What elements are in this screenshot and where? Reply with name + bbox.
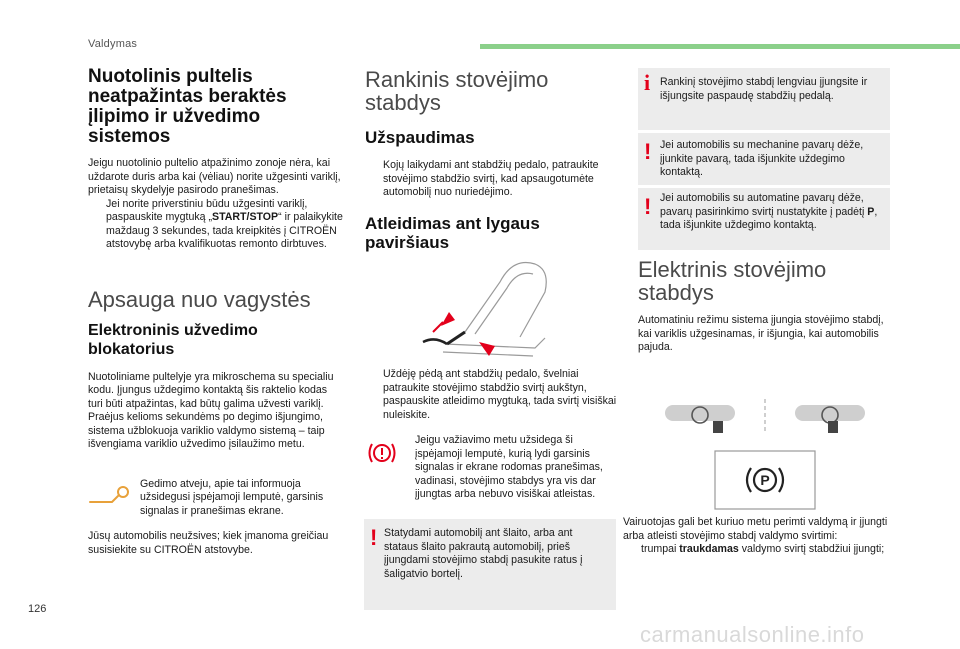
driver-control-block [623,516,888,557]
bullet-force-stop: Jei norite priverstiniu būdu užgesinti variklį, paspauskite mygtuką „START/STOP“ ir palaikykite maždaug 3 sekundes, tada kreipkitės į CITROËN atstovybę arba kvalifikuotas remonto dirbtuves. [106,197,343,250]
info-note-box: i Rankinį stovėjimo stabdį lengviau įjungsite ir išjungsite paspaudę stabdžių pedalą. [638,68,890,130]
driver-control-paragraph: Vairuotojas gali bet kuriuo metu perimti valdymą ir įjungti arba atleisti stovėjimo stabdį valdymo svirtimi: [623,516,888,542]
exclamation-icon: ! [644,194,652,219]
info-icon: i [644,70,651,95]
section-label: Valdymas [88,38,138,50]
electric-brake-heading: Elektrinis stovėjimo stabdys [638,257,827,305]
tighten-heading: Užspaudimas [365,128,475,147]
release-heading: Atleidimas ant lygaus paviršiaus [365,213,540,252]
parking-brake-symbol [715,451,815,509]
theft-heading: Apsauga nuo vagystės [88,286,311,312]
column-2 [365,68,617,252]
hand-brake-illustration [405,252,565,360]
keyless-heading: Nuotolinis pultelis neatpažintas beraktės įlipimo ir užvedimo sistemos [88,66,287,147]
immobiliser-paragraph-1: Nuotoliniame pultelyje yra mikroschema su specialiu kodu. Įjungus uždegimo kontaktą šis raktelio kodas turi būti atpažintas, kad būtų galima užvesti variklį. [88,370,334,410]
parking-warning-icon [367,440,397,466]
automatic-gearbox-box: ! Jei automobilis su automatine pavarų dėže, pavarų pasirinkimo svirtį nustatykite į padėtį P, tada išjunkite uždegimo kontaktą. [638,188,890,250]
column-1 [88,67,343,557]
manual-gearbox-box: ! Jei automobilis su mechanine pavarų dėže, įjunkite pavarą, tada išjunkite uždegimo kontaktą. [638,133,890,185]
slope-note-box: ! Statydami automobilį ant šlaito, arba ant stataus šlaito pakrautą automobilį, prieš įjungdami stovėjimo stabdį pasukite ratus į šaligatvio bortelį. [364,519,616,610]
immobiliser-heading: Elektroninis užvedimo blokatorius [88,321,258,358]
page-number: 126 [28,603,47,615]
key-warning-icon [88,484,132,506]
electric-brake-paragraph: Automatiniu režimu sistema įjungia stovėjimo stabdį, kai variklis užgesinamas, ir išjungia, kai automobilis pajuda. [638,314,884,353]
bullet-release: Uždėję pėdą ant stabdžių pedalo, švelniai patraukite stovėjimo stabdžio svirtį aukštyn, paspauskite atleidimo mygtuką, tada svirtį visiškai nuleiskite. [383,368,617,421]
electric-brake-block [638,258,890,355]
key-note: Gedimo atveju, apie tai informuoja užsidegusi įspėjamoji lemputė, garsinis signalas ir pranešimas ekrane. [88,478,343,519]
bullet-pull-lever: trumpai traukdamas valdymo svirtį stabdžiui įjungti; [641,543,885,555]
bullet-tighten: Kojų laikydami ant stabdžių pedalo, patraukite stovėjimo stabdžio svirtį, kad apsaugotumėte automobilį nuo nuriedėjimo. [383,159,599,198]
parking-brake-icon [737,462,793,498]
exclamation-icon: ! [370,525,378,550]
keyless-paragraph: Jeigu nuotolinio pultelio atpažinimo zonoje nėra, kai uždarote duris arba kai (vėliau) norite užgesinti variklį, prietaisų skydelyje pasirodo pranešimas. [88,157,341,196]
warning-note: Jeigu važiavimo metu užsidega ši įspėjamoji lemputė, kurią lydi garsinis signalas ir ekrane rodomas pranešimas, vadinasi, stovėjimo stabdys yra vis dar įjungtas arba nebuvo visiškai atleistas. [365,434,617,502]
parking-p-letter: P [760,472,770,488]
exclamation-icon: ! [644,139,652,164]
watermark: carmanualsonline.info [640,622,865,647]
release-block [365,368,617,422]
final-paragraph: Jūsų automobilis neužsives; kiek įmanoma greičiau susisiekite su CITROËN atstovybe. [88,530,329,556]
immobiliser-paragraph-2: Praėjus kelioms sekundėms po degimo išjungimo, sistema užblokuoja variklio valdymo sistemą – taip išvengiama variklio užvedimo įsilaužimo metu. [88,411,325,450]
section-bar [480,44,960,49]
manual-brake-heading: Rankinis stovėjimo stabdys [365,67,549,115]
